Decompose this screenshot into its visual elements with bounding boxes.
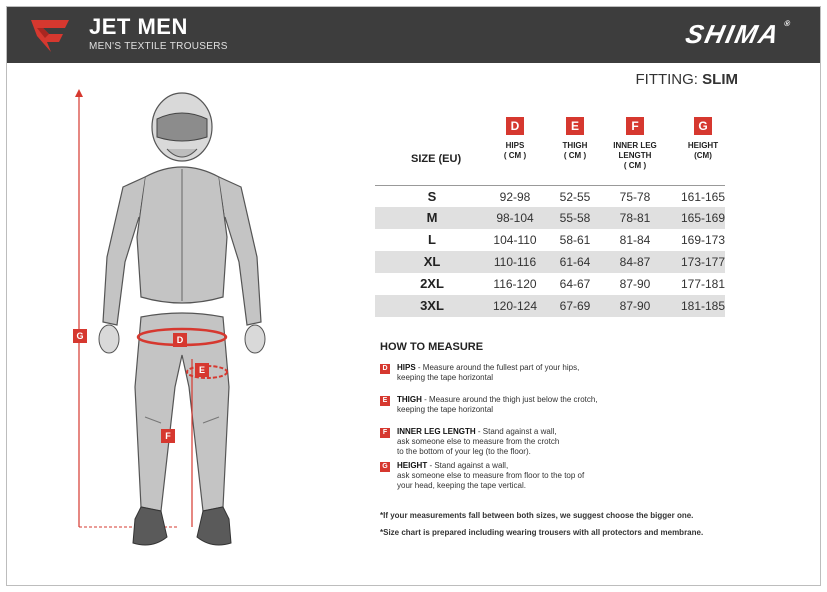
size-cell: M bbox=[426, 210, 438, 225]
measure-item-inner-leg bbox=[380, 427, 800, 457]
table-row bbox=[375, 251, 725, 273]
inner-leg-cell: 75-78 bbox=[619, 190, 651, 204]
size-chart-page bbox=[6, 6, 821, 586]
height-letter-badge: G bbox=[694, 117, 712, 135]
measure-name: INNER LEG LENGTH bbox=[397, 427, 476, 436]
table-row bbox=[375, 295, 725, 317]
fitting-label bbox=[635, 71, 738, 88]
thigh-label-line1: THIGH bbox=[562, 141, 588, 150]
thigh-cell: 64-67 bbox=[559, 277, 591, 291]
size-table-header bbox=[375, 117, 725, 185]
fitting-value: SLIM bbox=[702, 71, 738, 88]
height-label-line2: (CM) bbox=[694, 151, 712, 160]
footnote: *Size chart is prepared including wearing trousers with all protectors and membrane. bbox=[380, 528, 704, 537]
inner-leg-cell: 81-84 bbox=[619, 233, 651, 247]
footnotes bbox=[380, 511, 810, 545]
hips-badge: D bbox=[380, 364, 390, 374]
measure-item-hips bbox=[380, 363, 800, 383]
thigh-column-header bbox=[543, 117, 607, 161]
hips-cell: 120-124 bbox=[492, 299, 538, 313]
table-row bbox=[375, 229, 725, 251]
thigh-cell: 67-69 bbox=[559, 299, 591, 313]
inner-leg-letter-badge: F bbox=[626, 117, 644, 135]
height-marker-g: G bbox=[73, 329, 87, 343]
size-cell: XL bbox=[423, 254, 441, 269]
measure-line: keeping the tape horizontal bbox=[397, 405, 494, 414]
height-cell: 165-169 bbox=[680, 211, 726, 225]
thigh-label-line2: ( CM ) bbox=[563, 151, 587, 160]
height-badge: G bbox=[380, 462, 390, 472]
measure-name: THIGH bbox=[397, 395, 422, 404]
size-column-header: SIZE (EU) bbox=[411, 153, 462, 165]
registered-mark: ® bbox=[783, 19, 794, 28]
inner-leg-label-line2: LENGTH bbox=[618, 151, 652, 160]
thigh-cell: 52-55 bbox=[559, 190, 591, 204]
inner-leg-marker-f: F bbox=[161, 429, 175, 443]
inner-leg-cell: 84-87 bbox=[619, 255, 651, 269]
thigh-cell: 55-58 bbox=[559, 211, 591, 225]
thigh-letter-badge: E bbox=[566, 117, 584, 135]
size-cell: S bbox=[427, 189, 437, 204]
measure-line: - Measure around the thigh just below the crotch, bbox=[421, 395, 598, 404]
size-cell: 3XL bbox=[420, 298, 444, 313]
inner-leg-cell: 87-90 bbox=[619, 277, 651, 291]
inner-leg-label-line1: INNER LEG bbox=[613, 141, 657, 150]
height-label-line1: HEIGHT bbox=[687, 141, 719, 150]
footnote: *If your measurements fall between both sizes, we suggest choose the bigger one. bbox=[380, 511, 694, 520]
brand-name: SHIMA bbox=[683, 19, 784, 49]
size-cell: 2XL bbox=[420, 276, 444, 291]
hips-label-line2: ( CM ) bbox=[503, 151, 527, 160]
measure-name: HIPS bbox=[397, 363, 416, 372]
measure-line: your head, keeping the tape vertical. bbox=[397, 481, 526, 490]
brand-logo bbox=[683, 19, 793, 50]
height-cell: 161-165 bbox=[680, 190, 726, 204]
measure-line: - Stand against a wall, bbox=[475, 427, 557, 436]
shima-logo-icon bbox=[29, 16, 73, 54]
product-subtitle: MEN'S TEXTILE TROUSERS bbox=[89, 41, 228, 52]
height-cell: 181-185 bbox=[680, 299, 726, 313]
thigh-cell: 58-61 bbox=[559, 233, 591, 247]
table-row bbox=[375, 207, 725, 229]
measure-line: keeping the tape horizontal bbox=[397, 373, 494, 382]
table-row bbox=[375, 185, 725, 207]
hips-cell: 110-116 bbox=[493, 255, 537, 269]
how-to-measure-section bbox=[380, 341, 800, 490]
inner-leg-cell: 87-90 bbox=[619, 299, 651, 313]
measure-item-thigh bbox=[380, 395, 800, 415]
hips-letter-badge: D bbox=[506, 117, 524, 135]
height-cell: 169-173 bbox=[680, 233, 726, 247]
product-title: JET MEN bbox=[89, 14, 188, 39]
height-column-header bbox=[671, 117, 735, 161]
height-cell: 177-181 bbox=[680, 277, 726, 291]
header-bar bbox=[7, 7, 820, 63]
inner-leg-column-header bbox=[603, 117, 667, 171]
hips-marker-d: D bbox=[173, 333, 187, 347]
hips-column-header bbox=[483, 117, 547, 161]
measure-line: ask someone else to measure from the crotch bbox=[397, 437, 560, 446]
hips-label-line1: HIPS bbox=[505, 141, 525, 150]
size-table bbox=[375, 117, 725, 317]
hips-cell: 104-110 bbox=[493, 233, 537, 247]
table-row bbox=[375, 273, 725, 295]
inner-leg-cell: 78-81 bbox=[619, 211, 651, 225]
thigh-cell: 61-64 bbox=[559, 255, 591, 269]
inner-leg-label-line3: ( CM ) bbox=[623, 161, 647, 170]
inner-leg-badge: F bbox=[380, 428, 390, 438]
measure-item-height bbox=[380, 461, 800, 491]
measure-line: - Measure around the fullest part of your hips, bbox=[415, 363, 580, 372]
hips-cell: 116-120 bbox=[493, 277, 537, 291]
measure-line: to the bottom of your leg (to the floor). bbox=[397, 447, 531, 456]
size-cell: L bbox=[428, 232, 436, 247]
measure-line: - Stand against a wall, bbox=[427, 461, 509, 470]
fitting-caption: FITTING: bbox=[635, 71, 698, 88]
hips-cell: 98-104 bbox=[496, 211, 534, 225]
measure-line: ask someone else to measure from floor to the top of bbox=[397, 471, 585, 480]
thigh-marker-e: E bbox=[195, 363, 209, 377]
how-to-measure-title: HOW TO MEASURE bbox=[380, 341, 484, 353]
hips-cell: 92-98 bbox=[499, 190, 531, 204]
thigh-badge: E bbox=[380, 396, 390, 406]
measure-name: HEIGHT bbox=[397, 461, 428, 470]
height-cell: 173-177 bbox=[680, 255, 726, 269]
rider-figure-illustration bbox=[57, 87, 317, 582]
